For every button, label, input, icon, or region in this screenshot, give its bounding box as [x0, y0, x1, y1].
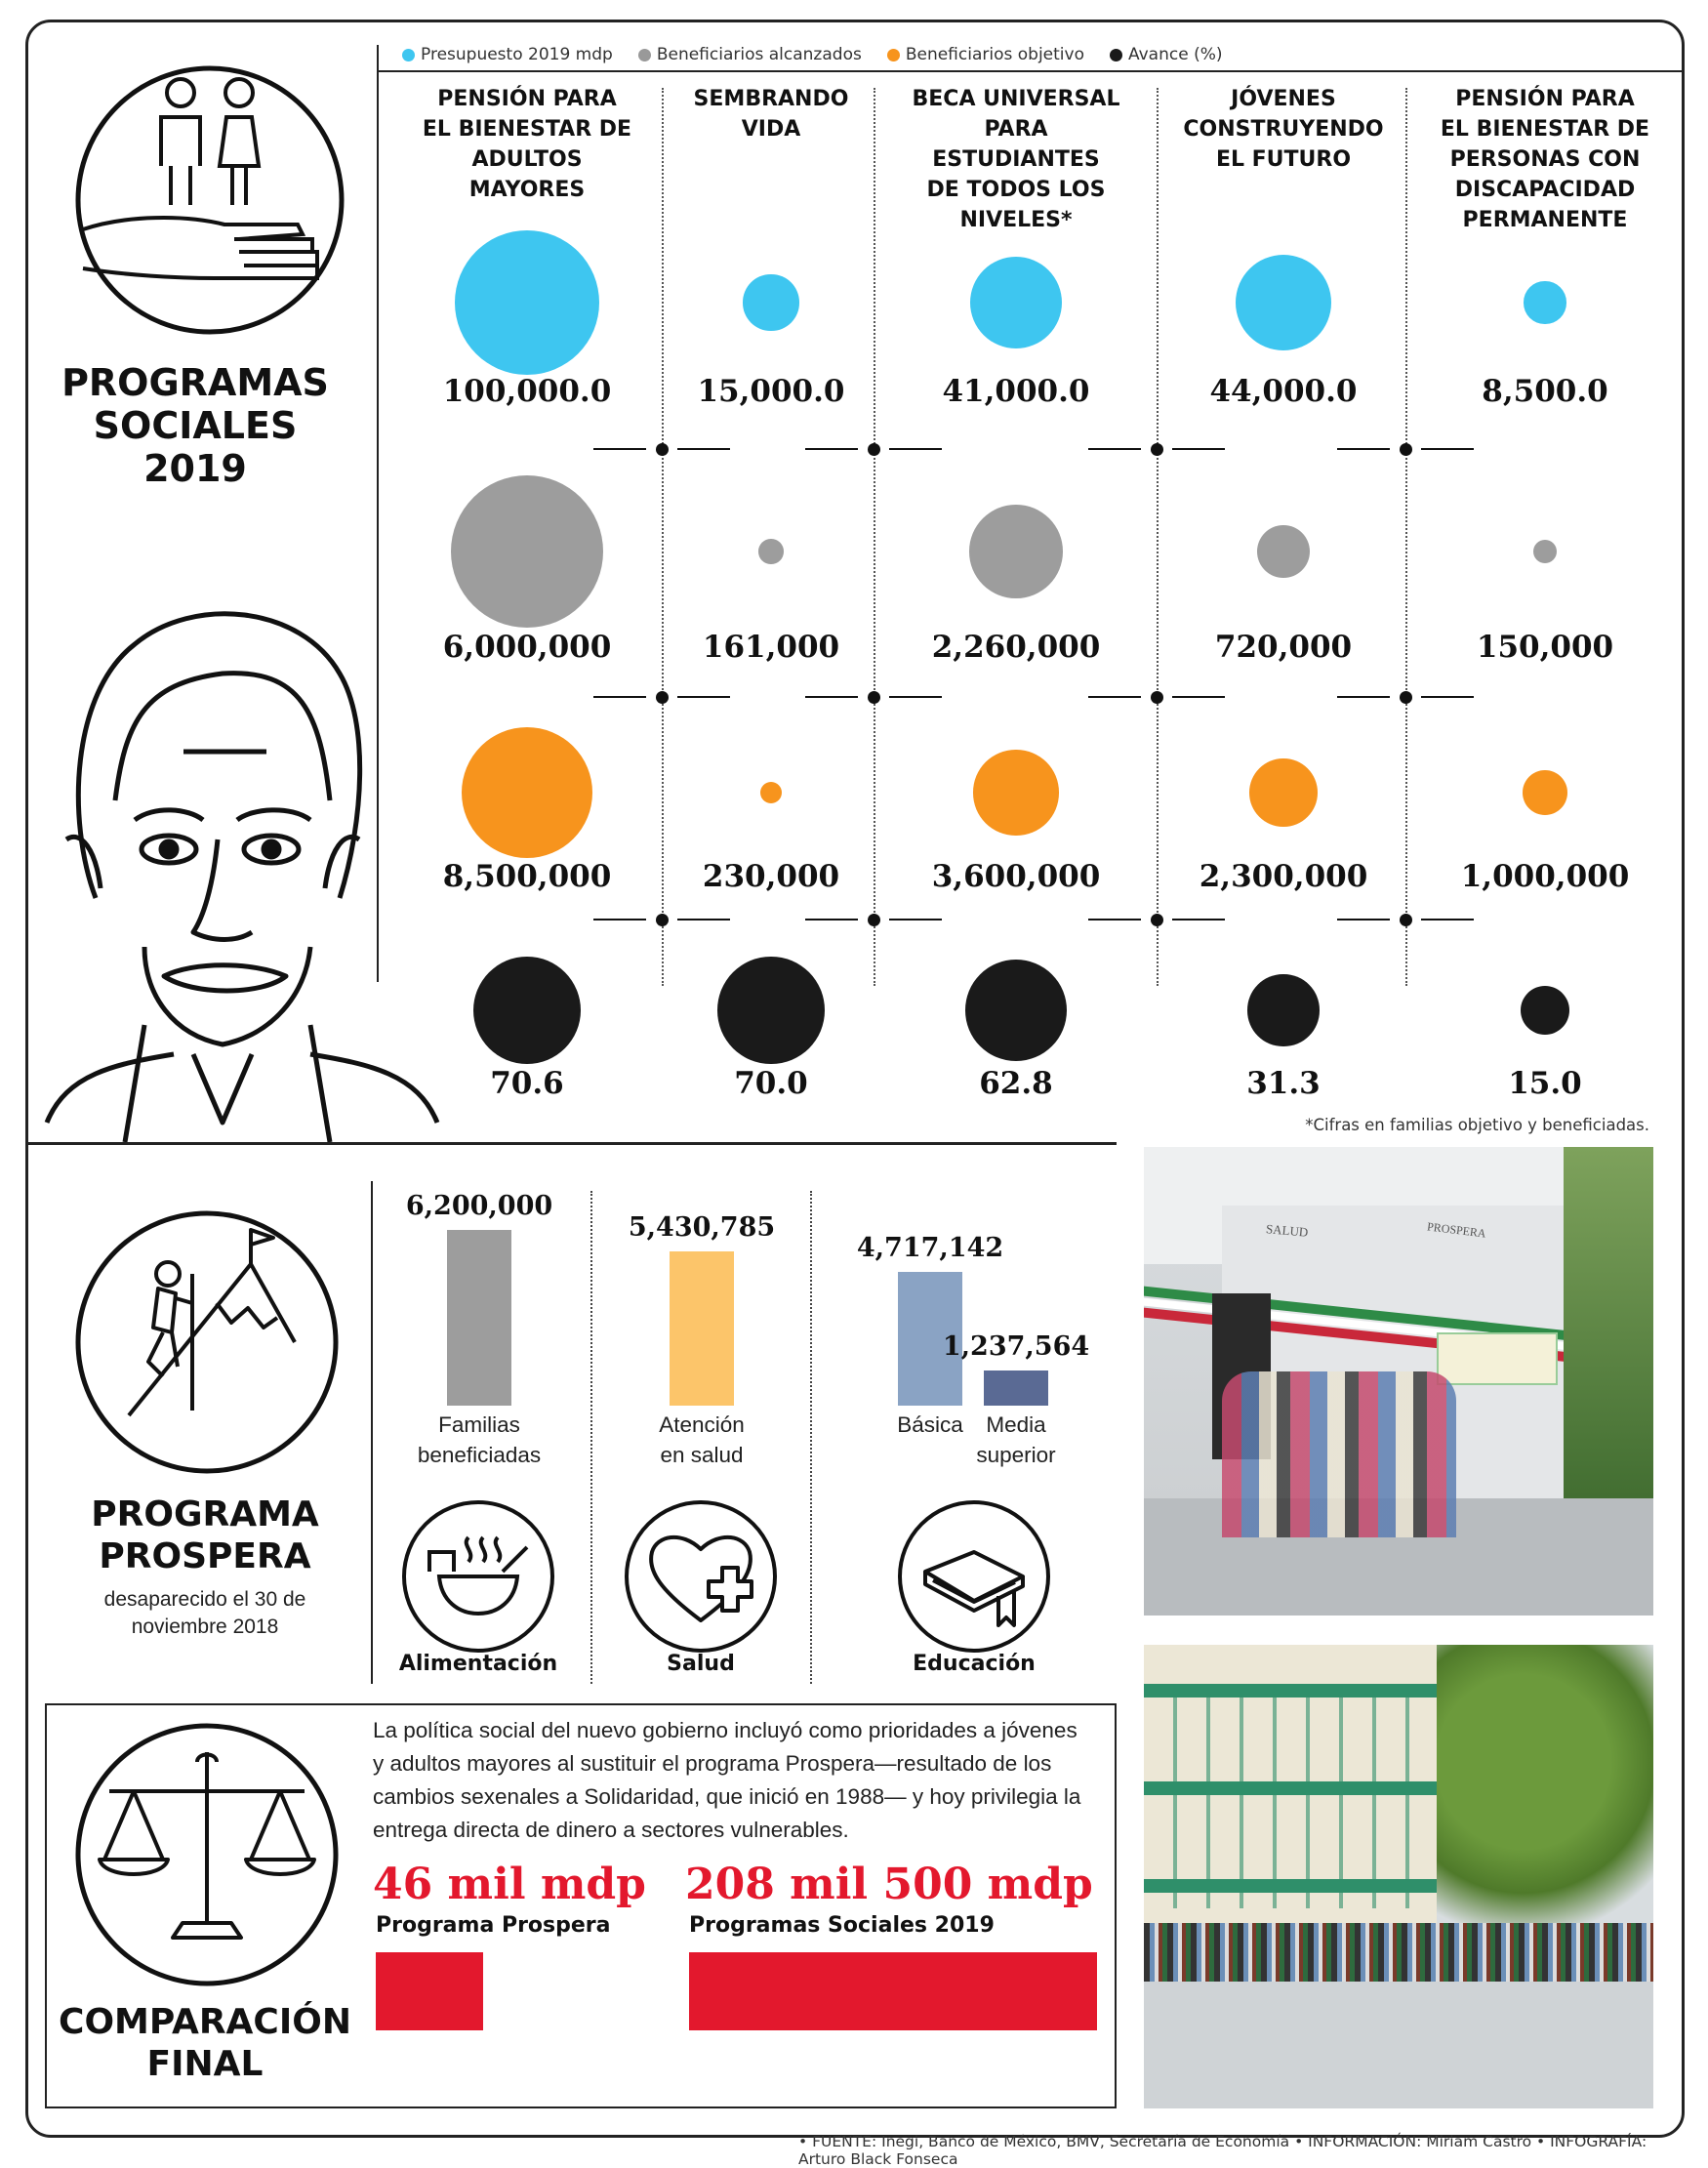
- bar-category-label: [604, 1410, 799, 1470]
- connector-line: [889, 696, 942, 698]
- section3-title-line2: FINAL: [146, 2044, 264, 2084]
- value-avance: 15.0: [1508, 1066, 1582, 1101]
- section1-title-line2: SOCIALES 2019: [93, 404, 298, 490]
- connector-line: [889, 919, 942, 920]
- connector-dot: [868, 914, 880, 926]
- connector-dot: [1400, 914, 1412, 926]
- icon-label-salud: Salud: [667, 1652, 735, 1676]
- balance-scale-icon: [70, 1718, 344, 1991]
- connector-line: [1337, 696, 1390, 698]
- bubble-alcanzados: [969, 505, 1063, 598]
- connector-line: [1421, 919, 1474, 920]
- legend-label: Avance (%): [1127, 45, 1223, 64]
- bar-category-label: [918, 1410, 1114, 1470]
- program-title-line: DISCAPACIDAD: [1454, 178, 1636, 202]
- program-title-line: EL BIENESTAR DE: [422, 117, 632, 142]
- bubble-avance: [1247, 974, 1319, 1045]
- bubble-presupuesto: [970, 257, 1063, 349]
- connector-dot: [868, 691, 880, 704]
- comparison-bar-1: [689, 1952, 1097, 2030]
- program-title-line: EL BIENESTAR DE: [1440, 117, 1650, 142]
- bubble-objetivo: [462, 727, 592, 858]
- portrait-illustration: [27, 576, 457, 1142]
- paragraph-line: La política social del nuevo gobierno incluyó como prioridades a jóvenes: [373, 1718, 1078, 1742]
- program-title-line: PENSIÓN PARA: [1455, 87, 1635, 111]
- bar-value-label: 1,237,564: [942, 1331, 1090, 1363]
- section2-subtitle-line1: desaparecido el 30 de: [103, 1588, 306, 1611]
- connector-line: [805, 696, 858, 698]
- paragraph-line: y adultos mayores al sustituir el programa Prospera—resultado de los: [373, 1751, 1052, 1776]
- section2-subtitle-line2: noviembre 2018: [131, 1616, 279, 1638]
- section1-divider: [377, 45, 379, 982]
- program-title-line: SEMBRANDO: [693, 87, 849, 111]
- bubble-presupuesto: [743, 274, 798, 330]
- column-separator: [1157, 88, 1159, 986]
- column-separator: [874, 88, 875, 986]
- program-title: [1171, 84, 1396, 175]
- connector-dot: [868, 443, 880, 456]
- bubble-objetivo: [1249, 758, 1318, 827]
- food-bowl-icon: [400, 1498, 556, 1655]
- bubble-alcanzados: [451, 475, 603, 628]
- connector-line: [1088, 919, 1141, 920]
- bubble-alcanzados: [758, 539, 784, 564]
- footnote: *Cifras en familias objetivo y beneficiadas.: [1305, 1116, 1649, 1134]
- bar-category-line: en salud: [660, 1443, 744, 1467]
- bubble-presupuesto: [455, 230, 599, 375]
- bar-category-line: Atención: [659, 1412, 745, 1437]
- connector-line: [805, 448, 858, 450]
- value-presupuesto: 8,500.0: [1482, 374, 1608, 409]
- value-presupuesto: 44,000.0: [1209, 374, 1358, 409]
- value-objetivo: 3,600,000: [931, 859, 1101, 894]
- program-title-line: JÓVENES: [1231, 87, 1336, 111]
- legend-dot: [887, 49, 900, 61]
- connector-line: [889, 448, 942, 450]
- bubble-avance: [717, 957, 825, 1064]
- bubble-objetivo: [1523, 770, 1567, 815]
- bar-category-line: beneficiadas: [417, 1443, 542, 1467]
- bubble-presupuesto: [1236, 255, 1331, 350]
- bar-value-label: 5,430,785: [628, 1212, 776, 1244]
- program-title-line: PERSONAS CON: [1449, 147, 1641, 172]
- health-center-photo: [1144, 1147, 1653, 1616]
- legend-item-alcanzados: [638, 45, 862, 64]
- legend-dot: [1110, 49, 1122, 61]
- legend-item-avance: [1110, 45, 1223, 64]
- program-title-line: BECA UNIVERSAL: [912, 87, 1120, 111]
- connector-dot: [656, 914, 669, 926]
- icon-label-educacion: Educación: [913, 1652, 1036, 1676]
- bar-3: [984, 1370, 1048, 1406]
- prospera-sign: PROSPERA: [1426, 1219, 1487, 1241]
- programas-label: Programas Sociales 2019: [689, 1913, 995, 1938]
- program-title-line: PARA ESTUDIANTES: [932, 117, 1100, 172]
- section2-title-line2: PROSPERA: [99, 1536, 311, 1576]
- program-title-line: CONSTRUYENDO: [1183, 117, 1384, 142]
- value-alcanzados: 720,000: [1214, 630, 1353, 665]
- family-hand-icon: [68, 59, 351, 342]
- connector-line: [1088, 448, 1141, 450]
- heart-cross-icon: [623, 1498, 779, 1655]
- program-title-line: NIVELES*: [959, 208, 1073, 232]
- value-avance: 31.3: [1246, 1066, 1321, 1101]
- connector-line: [1088, 696, 1141, 698]
- connector-dot: [1151, 914, 1163, 926]
- value-alcanzados: 6,000,000: [442, 630, 612, 665]
- value-alcanzados: 161,000: [702, 630, 840, 665]
- connector-line: [1337, 448, 1390, 450]
- legend-item-presupuesto: [402, 45, 613, 64]
- program-title-line: ADULTOS MAYORES: [468, 147, 586, 202]
- bubble-alcanzados: [1257, 525, 1310, 578]
- salud-sign: SALUD: [1265, 1221, 1309, 1240]
- legend-rule: [377, 70, 1685, 72]
- bar-category-line: Básica: [897, 1412, 963, 1437]
- connector-line: [1172, 919, 1225, 920]
- legend-item-objetivo: [887, 45, 1084, 64]
- value-objetivo: 8,500,000: [442, 859, 612, 894]
- legend-label: Presupuesto 2019 mdp: [421, 45, 613, 64]
- bar-category-line: superior: [976, 1443, 1056, 1467]
- value-alcanzados: 150,000: [1476, 630, 1614, 665]
- prospera-label: Programa Prospera: [376, 1913, 611, 1938]
- connector-line: [593, 696, 646, 698]
- connector-dot: [1151, 691, 1163, 704]
- value-avance: 62.8: [979, 1066, 1053, 1101]
- bar-category-line: Media: [986, 1412, 1046, 1437]
- paragraph-line: cambios sexenales a Solidaridad, que inició en 1988— y hoy privilegia la: [373, 1784, 1081, 1809]
- book-icon: [896, 1498, 1052, 1655]
- value-objetivo: 230,000: [702, 859, 840, 894]
- program-title: [1433, 84, 1657, 235]
- school-photo: [1144, 1645, 1653, 2108]
- program-title: [904, 84, 1128, 235]
- connector-line: [593, 448, 646, 450]
- legend: [402, 45, 1223, 64]
- program-title: [415, 84, 639, 205]
- program-title: [659, 84, 883, 144]
- connector-line: [677, 919, 730, 920]
- connector-line: [677, 448, 730, 450]
- value-avance: 70.0: [734, 1066, 808, 1101]
- bar-0: [447, 1230, 511, 1406]
- icon-label-alimentacion: Alimentación: [398, 1652, 558, 1676]
- paragraph-line: entrega directa de dinero a sectores vulnerables.: [373, 1818, 849, 1842]
- value-alcanzados: 2,260,000: [931, 630, 1101, 665]
- bubble-objetivo: [760, 782, 782, 803]
- connector-dot: [656, 691, 669, 704]
- column-separator: [1405, 88, 1407, 986]
- bar-category-label: [382, 1410, 577, 1470]
- connector-line: [1172, 448, 1225, 450]
- value-presupuesto: 41,000.0: [942, 374, 1090, 409]
- bar-1: [670, 1251, 734, 1406]
- program-title-line: VIDA: [741, 117, 801, 142]
- section2-divider: [371, 1181, 373, 1684]
- connector-dot: [1400, 691, 1412, 704]
- connector-dot: [1151, 443, 1163, 456]
- connector-line: [593, 919, 646, 920]
- credits: • FUENTE: Inegi, Banco de México, BMV, Secretaría de Economía • INFORMACIÓN: Miriam Castro • INFOGRAFÍA: Arturo Black Fonseca: [798, 2133, 1647, 2168]
- connector-dot: [1400, 443, 1412, 456]
- section3-title-line1: COMPARACIÓN: [59, 2002, 351, 2042]
- bar-group-divider: [590, 1191, 592, 1684]
- connector-line: [1337, 919, 1390, 920]
- prospera-amount: 46 mil mdp: [373, 1860, 646, 1909]
- comparison-bar-0: [376, 1952, 483, 2030]
- value-objetivo: 1,000,000: [1460, 859, 1630, 894]
- connector-line: [677, 696, 730, 698]
- legend-dot: [638, 49, 651, 61]
- bar-value-label: 6,200,000: [405, 1191, 553, 1221]
- program-title-line: PENSIÓN PARA: [437, 87, 617, 111]
- section1-title-line1: PROGRAMAS: [61, 361, 329, 404]
- section1-bottom-rule: [25, 1142, 1117, 1145]
- value-objetivo: 2,300,000: [1199, 859, 1368, 894]
- connector-dot: [656, 443, 669, 456]
- program-title-line: PERMANENTE: [1462, 208, 1628, 232]
- bubble-avance: [965, 960, 1067, 1061]
- column-separator: [662, 88, 664, 986]
- mountain-climber-icon: [70, 1206, 344, 1479]
- program-title-line: DE TODOS LOS: [926, 178, 1106, 202]
- legend-label: Beneficiarios alcanzados: [656, 45, 862, 64]
- bar-value-label: 4,717,142: [856, 1233, 1004, 1264]
- legend-label: Beneficiarios objetivo: [905, 45, 1084, 64]
- bar-group-divider: [810, 1191, 812, 1684]
- connector-line: [805, 919, 858, 920]
- bar-category-line: Familias: [438, 1412, 520, 1437]
- connector-line: [1172, 696, 1225, 698]
- value-avance: 70.6: [490, 1066, 564, 1101]
- bubble-avance: [473, 957, 581, 1064]
- bubble-presupuesto: [1524, 281, 1566, 323]
- connector-line: [1421, 696, 1474, 698]
- value-presupuesto: 100,000.0: [442, 374, 612, 409]
- programas-amount: 208 mil 500 mdp: [685, 1860, 1093, 1909]
- section2-title-line1: PROGRAMA: [91, 1494, 319, 1534]
- connector-line: [1421, 448, 1474, 450]
- bubble-objetivo: [973, 750, 1058, 835]
- legend-dot: [402, 49, 415, 61]
- program-title-line: EL FUTURO: [1215, 147, 1352, 172]
- value-presupuesto: 15,000.0: [697, 374, 845, 409]
